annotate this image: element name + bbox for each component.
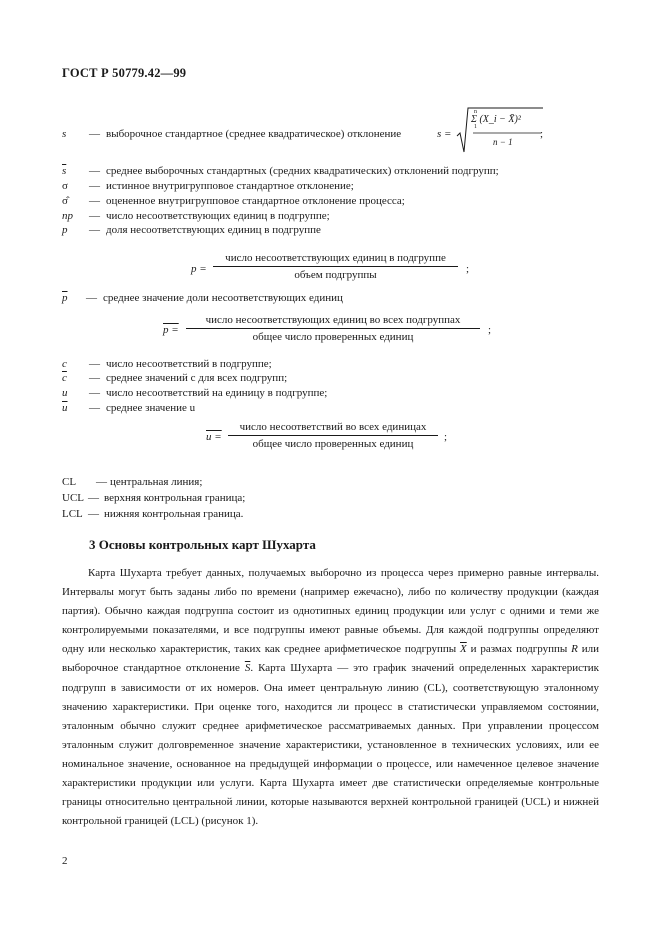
- definition-np: число несоответствующих единиц в подгруппе;: [106, 210, 330, 222]
- definition-u-bar: среднее значение u: [106, 402, 196, 414]
- sum-lower-limit: 1: [474, 124, 477, 130]
- formula-ubar-numerator: число несоответствий во всех единицах: [228, 421, 438, 436]
- abbr-ucl: UCL: [62, 492, 84, 504]
- dash: —: [96, 476, 107, 488]
- symbol-x-bar: $\overline{X}$: [460, 643, 467, 656]
- definition-p: доля несоответствующих единиц в подгруппе: [106, 224, 321, 236]
- symbol-s: s: [62, 128, 67, 140]
- document-header: ГОСТ Р 50779.42—99: [62, 66, 187, 80]
- symbol-s-bar-inline: $\overline{S}$: [244, 662, 251, 675]
- formula-p-numerator: число несоответствующих единиц в подгруппе: [213, 252, 458, 267]
- symbol-s-bar: $\overline{s}$: [62, 165, 67, 177]
- formula-p-lhs: p =: [191, 263, 207, 275]
- dash: —: [88, 492, 99, 504]
- formula-pbar-lhs: p =: [163, 324, 179, 336]
- formula-pbar-denominator: общее число проверенных единиц: [252, 331, 414, 343]
- formula-s-end: ;: [540, 128, 544, 140]
- dash: —: [89, 387, 100, 399]
- formula-s-sqrt: [455, 106, 545, 156]
- paragraph-part-2: и размах подгруппы: [470, 643, 568, 656]
- dash: —: [89, 358, 100, 370]
- definition-sigma: истинное внутригрупповое стандартное отклонение;: [106, 180, 354, 192]
- symbol-r: R: [571, 643, 578, 656]
- symbol-c-bar: $\overline{c}$: [62, 372, 67, 384]
- dash: —: [89, 165, 100, 177]
- symbol-np: np: [62, 210, 73, 222]
- formula-s-lhs: s =: [437, 128, 452, 140]
- formula-p-fraction: [213, 252, 458, 281]
- definition-u: число несоответствий на единицу в подгруппе;: [106, 387, 328, 399]
- dash: —: [89, 210, 100, 222]
- formula-s-denominator: n − 1: [493, 137, 513, 147]
- formula-p-denominator: объем подгруппы: [294, 269, 377, 281]
- symbol-p: p: [62, 224, 68, 236]
- formula-ubar-denominator: общее число проверенных единиц: [252, 438, 414, 450]
- symbol-p-bar: $\overline{p}$: [62, 292, 68, 304]
- formula-p-end: ;: [466, 263, 470, 275]
- definition-sigma-hat: оцененное внутригрупповое стандартное отклонение процесса;: [106, 195, 405, 207]
- abbr-cl-text: центральная линия;: [110, 476, 203, 488]
- dash: —: [89, 128, 100, 140]
- symbol-u: u: [62, 387, 68, 399]
- abbr-ucl-text: верхняя контрольная граница;: [104, 492, 246, 504]
- dash: —: [89, 372, 100, 384]
- body-paragraph: [62, 564, 599, 831]
- paragraph-part-1: Карта Шухарта требует данных, получаемых выборочно из процесса через примерно равные интервалы. Интервалы могут быть заданы либо по времени (например ежечасно), либо по количеству продукции (каждая партия). Обычно каждая подгруппа состоит из однотипных единиц продукции или услуг с одними и теми же контролируемыми показателями, и все подгруппы имеют равные объемы. Для каждой подгруппы определяют одну или несколько характеристик, таких как среднее арифметическое подгруппы: [62, 567, 599, 656]
- dash: —: [89, 224, 100, 236]
- abbr-lcl: LCL: [62, 508, 83, 520]
- section-title: 3 Основы контрольных карт Шухарта: [89, 537, 316, 552]
- formula-pbar-numerator: число несоответствующих единиц во всех подгруппах: [186, 314, 480, 329]
- definition-s: выборочное стандартное (среднее квадратическое) отклонение: [106, 128, 402, 140]
- paragraph-part-3: или выборочное стандартное отклонение: [62, 643, 600, 675]
- symbol-u-bar: $\overline{u}$: [62, 402, 68, 414]
- paragraph-part-4: . Карта Шухарта — это график значений определенных характеристик подгрупп в зависимости от их номеров. Она имеет центральную линию (CL), соответствующую эталонному значению характеристики. При оценке того, находится ли процесс в статистически управляемом состоянии, эталонным обычно служит среднее арифметическое рассматриваемых данных. При управлении процессом эталонным служит долговременное значение характеристики, установленное в технических условиях, или ее номинальное значение, основанное на предыдущей информации о процессе, или намеченное целевое значение характеристики продукции или услуги. Карта Шухарта имеет две статистически определяемые контрольные границы относительно центральной линии, которые называются верхней контрольной границей (UCL) и нижней контрольной границей (LCL) (рисунок 1).: [62, 662, 600, 828]
- formula-s-numerator: Σ (X_i − X̄)²: [471, 114, 521, 125]
- dash: —: [89, 180, 100, 192]
- sum-upper-limit: n: [474, 109, 477, 115]
- definition-s-bar: среднее выборочных стандартных (средних квадратических) отклонений подгрупп;: [106, 165, 499, 177]
- definition-c-bar: среднее значений c для всех подгрупп;: [106, 372, 288, 384]
- formula-ubar-end: ;: [444, 431, 448, 443]
- formula-pbar-end: ;: [488, 324, 492, 336]
- formula-ubar-lhs: u =: [206, 431, 222, 443]
- definition-p-bar: среднее значение доли несоответствующих единиц: [103, 292, 343, 304]
- symbol-sigma-hat: σ̂: [62, 195, 68, 207]
- dash: —: [89, 402, 100, 414]
- symbol-c: c: [62, 358, 67, 370]
- definition-c: число несоответствий в подгруппе;: [106, 358, 272, 370]
- dash: —: [88, 508, 99, 520]
- dash: —: [89, 195, 100, 207]
- abbr-lcl-text: нижняя контрольная граница.: [104, 508, 244, 520]
- abbr-cl: CL: [62, 476, 77, 488]
- symbol-sigma: σ: [62, 180, 68, 192]
- formula-pbar-fraction: [186, 314, 480, 343]
- dash: —: [86, 292, 97, 304]
- page-number: 2: [62, 855, 68, 867]
- formula-ubar-fraction: [228, 421, 438, 450]
